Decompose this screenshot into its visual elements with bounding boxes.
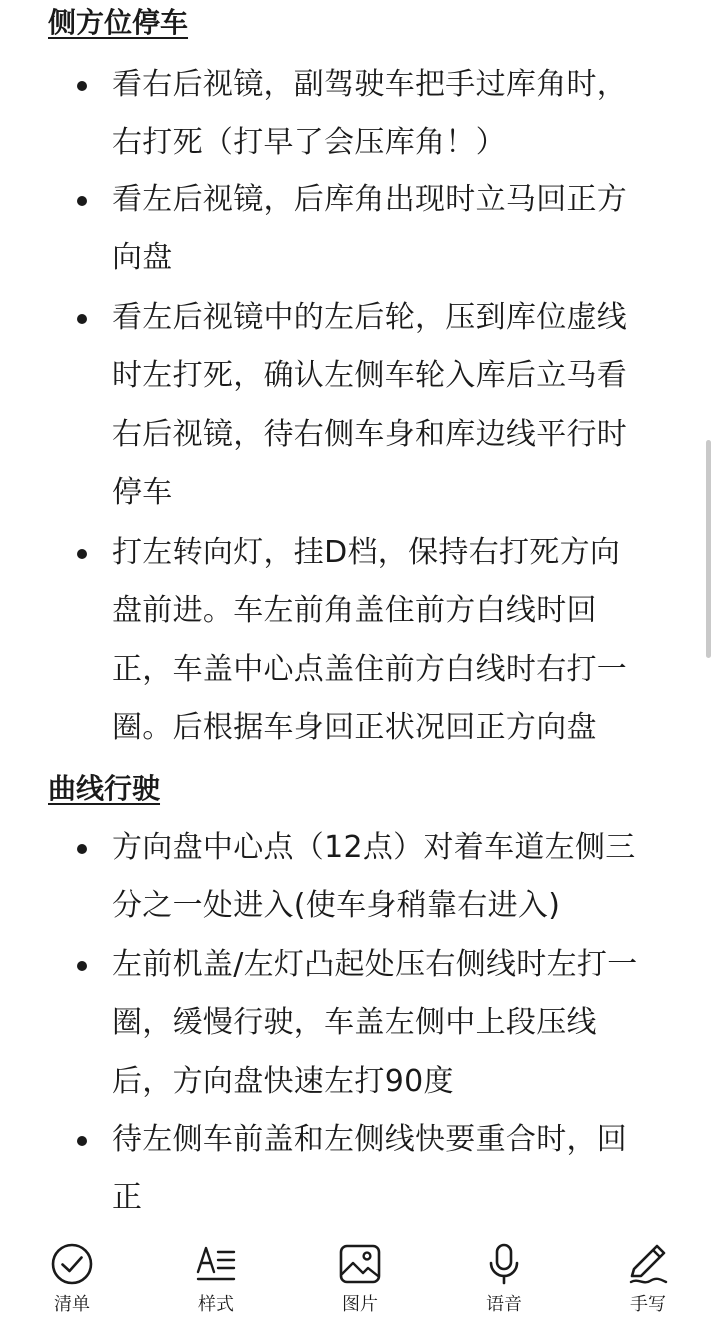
image-label: 图片	[342, 1294, 378, 1315]
section-title: 侧方位停车	[48, 6, 189, 39]
microphone-icon	[482, 1242, 526, 1286]
list-item-text: 圈，缓慢行驶，车盖左侧中上段压线	[112, 1005, 597, 1040]
bullet-dot	[77, 549, 87, 559]
text-style-label: 样式	[198, 1294, 234, 1315]
text-style-icon	[194, 1242, 238, 1286]
list-item-text: 向盘	[112, 240, 173, 275]
handwriting-pen-icon	[626, 1242, 670, 1286]
list-item-text: 打左转向灯，挂D档，保持右打死方向	[112, 535, 621, 570]
list-item-text: 看左后视镜，后库角出现时立马回正方	[112, 182, 628, 217]
checklist-label: 清单	[54, 1294, 90, 1315]
handwriting-button[interactable]	[598, 1228, 698, 1337]
list-item-text: 看左后视镜中的左后轮，压到库位虚线	[112, 300, 628, 335]
list-item-text: 停车	[112, 475, 173, 510]
list-item-text: 分之一处进入(使车身稍靠右进入)	[112, 888, 561, 923]
bullet-dot	[77, 844, 87, 854]
list-item-text: 右后视镜，待右侧车身和库边线平行时	[112, 417, 628, 452]
list-item-text: 正	[112, 1180, 143, 1215]
checklist-icon	[50, 1242, 94, 1286]
list-item-text: 左前机盖/左灯凸起处压右侧线时左打一	[112, 947, 638, 982]
voice-label: 语音	[486, 1294, 522, 1315]
section-title: 曲线行驶	[48, 772, 161, 805]
bullet-dot	[77, 81, 87, 91]
voice-button[interactable]	[454, 1228, 554, 1337]
list-item-text: 看右后视镜，副驾驶车把手过库角时，	[112, 67, 628, 102]
bullet-dot	[77, 314, 87, 324]
bullet-dot	[77, 961, 87, 971]
list-item-text: 盘前进。车左前角盖住前方白线时回	[112, 593, 597, 628]
bullet-dot	[77, 196, 87, 206]
list-item-text: 正，车盖中心点盖住前方白线时右打一	[112, 652, 628, 687]
checklist-button[interactable]	[22, 1228, 122, 1337]
list-item-text: 方向盘中心点（12点）对着车道左侧三	[112, 830, 636, 865]
list-item-text: 后，方向盘快速左打90度	[112, 1064, 454, 1099]
image-button[interactable]	[310, 1228, 410, 1337]
list-item-text: 右打死（打早了会压库角！）	[112, 125, 506, 160]
image-icon	[338, 1242, 382, 1286]
bullet-dot	[77, 1136, 87, 1146]
text-style-button[interactable]	[166, 1228, 266, 1337]
editor-toolbar	[0, 1228, 720, 1337]
list-item-text: 时左打死，确认左侧车轮入库后立马看	[112, 358, 628, 393]
handwriting-label: 手写	[630, 1294, 666, 1315]
list-item-text: 圈。后根据车身回正状况回正方向盘	[112, 710, 597, 745]
scrollbar[interactable]	[706, 440, 711, 658]
list-item-text: 待左侧车前盖和左侧线快要重合时，回	[112, 1122, 628, 1157]
